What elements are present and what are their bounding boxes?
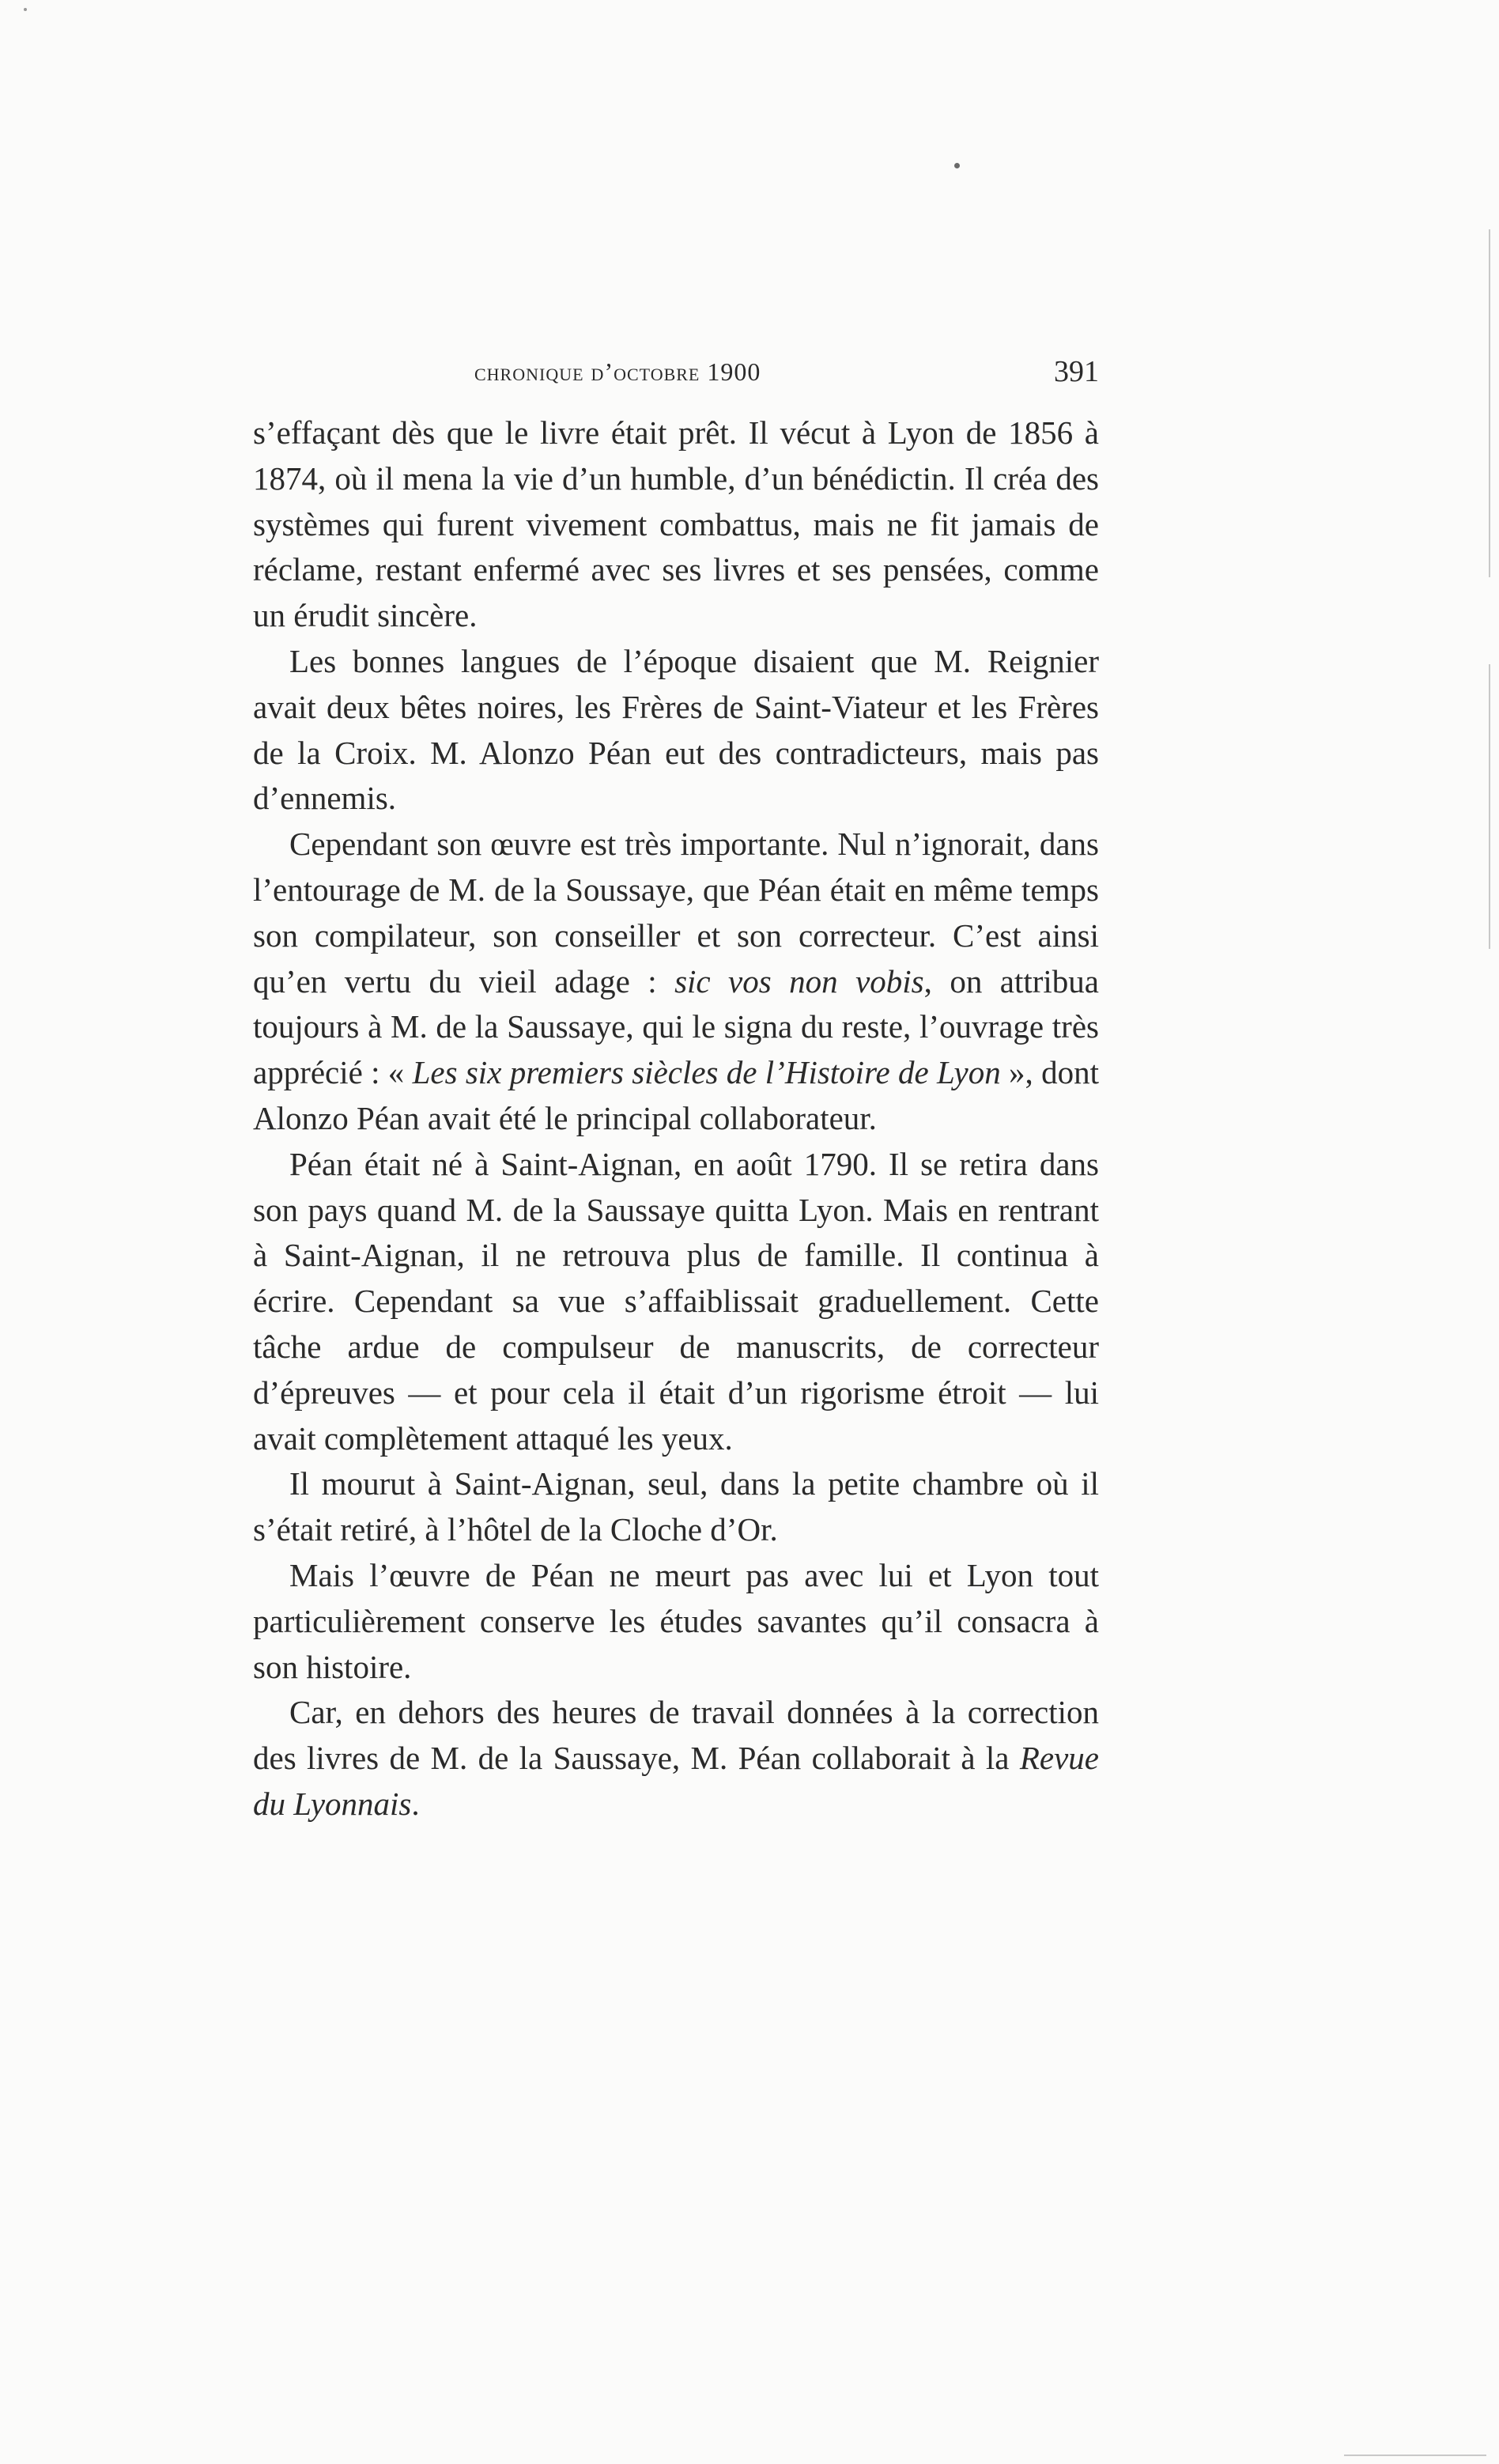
paragraph-3-text-b: , on attribua toujours à M. de la Saussaye, qui le signa du reste, l’ouvrage très apprécié : «: [253, 962, 1099, 1091]
paragraph-3-text-c: », dont Alonzo Péan avait été le principal collaborateur.: [253, 1054, 1099, 1136]
paragraph-7: [253, 1690, 1099, 1827]
ink-speck: [24, 8, 27, 11]
scan-edge-line: [1489, 229, 1490, 577]
paragraph-7-text-a: Car, en dehors des heures de travail données à la correction des livres de M. de la Saussaye, M. Péan collaborait à la: [253, 1694, 1099, 1777]
paragraph-3-text-a: Cependant son œuvre est très importante. Nul n’ignorait, dans l’entourage de M. de la Soussaye, que Péan était en même temps son compilateur, son conseiller et son correcteur. C’est ainsi qu’en vertu du vieil adage :: [253, 826, 1099, 1000]
scan-edge-line: [1489, 664, 1490, 949]
latin-adage: sic vos non vobis: [674, 962, 924, 1000]
ink-speck: [954, 163, 960, 168]
journal-title: Revue du Lyonnais: [253, 1740, 1099, 1822]
page-number: 391: [1054, 355, 1099, 388]
running-head: [253, 357, 1099, 402]
paragraph-3: [253, 822, 1099, 1142]
paragraph-7-text-b: .: [411, 1785, 420, 1822]
paragraph-5: Il mourut à Saint-Aignan, seul, dans la petite chambre où il s’était retiré, à l’hôtel de la Cloche d’Or.: [253, 1465, 1099, 1548]
paragraph-2: Les bonnes langues de l’époque disaient que M. Reignier avait deux bêtes noires, les Frères de Saint-Viateur et les Frères de la Croix. M. Alonzo Péan eut des contradicteurs, mais pas d’ennemis.: [253, 642, 1099, 817]
paragraph-4: Péan était né à Saint-Aignan, en août 1790. Il se retira dans son pays quand M. de la Saussaye quitta Lyon. Mais en rentrant à Saint-Aignan, il ne retrouva plus de famille. Il continua à écrire. Cependant sa vue s’affaiblissait graduellement. Cette tâche ardue de compulseur de manuscrits, de correcteur d’épreuves — et pour cela il était d’un rigorisme étroit — lui avait complètement attaqué les yeux.: [253, 1145, 1099, 1457]
paragraph-1: s’effaçant dès que le livre était prêt. Il vécut à Lyon de 1856 à 1874, où il mena la vie d’un humble, d’un bénédictin. Il créa des systèmes qui furent vivement combattus, mais ne fit jamais de réclame, restant enfermé avec ses livres et ses pensées, comme un érudit sincère.: [253, 414, 1099, 634]
book-title: Les six premiers siècles de l’Histoire de Lyon: [412, 1054, 1001, 1091]
running-title: chronique d’octobre 1900: [474, 357, 761, 386]
body-text: [253, 410, 1099, 1827]
paragraph-6: Mais l’œuvre de Péan ne meurt pas avec lui et Lyon tout particulièrement conserve les études savantes qu’il consacra à son histoire.: [253, 1556, 1099, 1685]
scan-edge-line: [1344, 2455, 1486, 2456]
